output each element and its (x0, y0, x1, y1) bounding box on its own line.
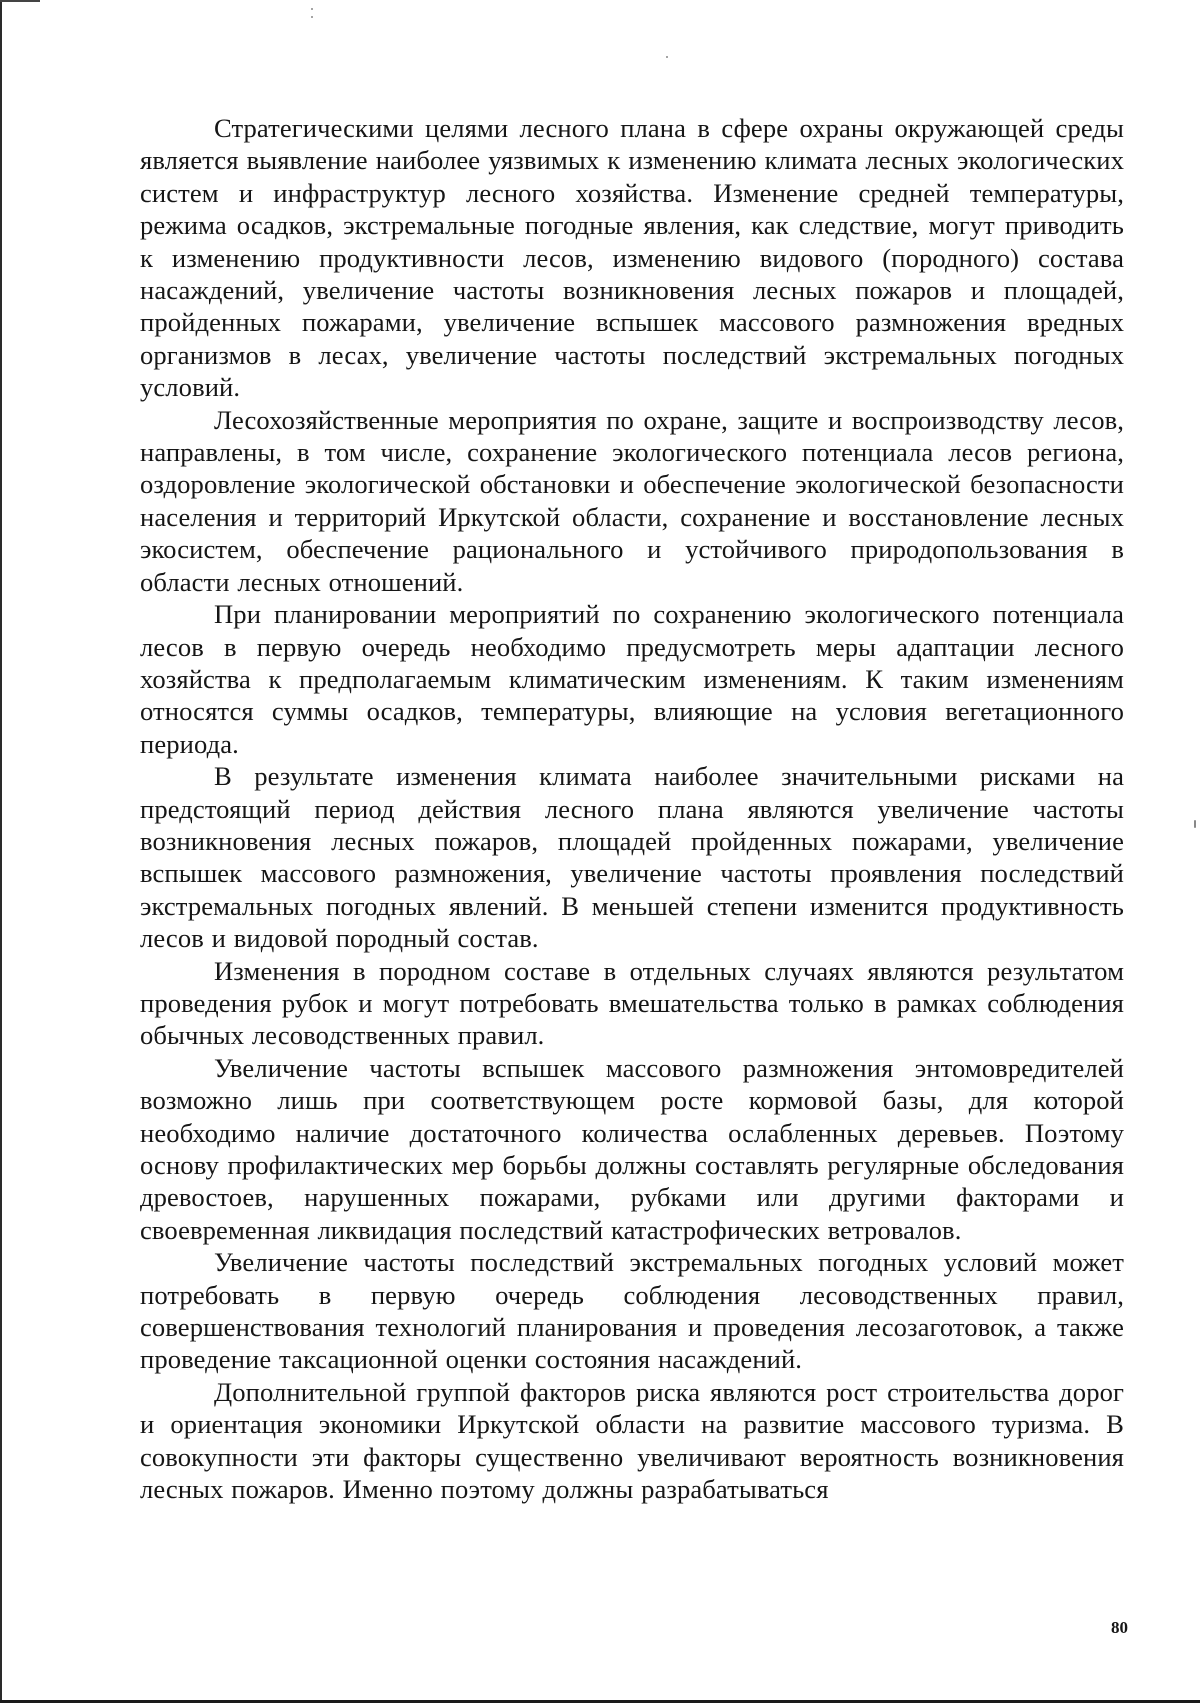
scan-speck (311, 8, 313, 10)
paragraph: Стратегическими целями лесного плана в сфере охраны окружающей среды является выявление наиболее уязвимых к изменению климата лесных экологических систем и инфраструктур лесного хозяйства. Изменение средней температуры, режима осадков, экстремальные погодные явления, как следствие, могут приводить к изменению продуктивности лесов, изменению видового (породного) состава насаждений, увеличение частоты возникновения лесных пожаров и площадей, пройденных пожарами, увеличение вспышек массового размножения вредных организмов в лесах, увеличение частоты последствий экстремальных погодных условий. (140, 113, 1124, 403)
document-body (140, 112, 1124, 1505)
scan-left-edge (0, 0, 2, 1703)
paragraph: Увеличение частоты вспышек массового размножения энтомовредителей возможно лишь при соответствующем росте кормовой базы, для которой необходимо наличие достаточного количества ослабленных деревьев. Поэтому основу профилактических мер борьбы должны составлять регулярные обследования древостоев, нарушенных пожарами, рубками или другими факторами и своевременная ликвидация последствий катастрофических ветровалов. (140, 1052, 1124, 1245)
page-number: 80 (1111, 1618, 1128, 1637)
scan-speck (666, 56, 668, 58)
paragraph: Дополнительной группой факторов риска являются рост строительства дорог и ориентация экономики Иркутской области на развитие массового туризма. В совокупности эти факторы существенно увеличивают вероятность возникновения лесных пожаров. Именно поэтому должны разрабатываться (140, 1376, 1124, 1505)
paragraph: При планировании мероприятий по сохранению экологического потенциала лесов в первую очередь необходимо предусмотреть меры адаптации лесного хозяйства к предполагаемым климатическим изменениям. К таким изменениям относятся суммы осадков, температуры, влияющие на условия вегетационного периода. (140, 599, 1124, 759)
paragraph: В результате изменения климата наиболее значительными рисками на предстоящий период действия лесного плана являются увеличение частоты возникновения лесных пожаров, площадей пройденных пожарами, увеличение вспышек массового размножения, увеличение частоты проявления последствий экстремальных погодных явлений. В меньшей степени изменится продуктивность лесов и видовой породный состав. (140, 761, 1124, 954)
scan-speck (1194, 820, 1196, 828)
paragraph: Увеличение частоты последствий экстремальных погодных условий может потребовать в первую очередь соблюдения лесоводственных правил, совершенствования технологий планирования и проведения лесозаготовок, а также проведение таксационной оценки состояния насаждений. (140, 1247, 1124, 1375)
scan-speck (311, 16, 313, 18)
paragraph: Изменения в породном составе в отдельных случаях являются результатом проведения рубок и могут потребовать вмешательства только в рамках соблюдения обычных лесоводственных правил. (140, 955, 1124, 1051)
paragraph: Лесохозяйственные мероприятия по охране, защите и воспроизводству лесов, направлены, в том числе, сохранение экологического потенциала лесов региона, оздоровление экологической обстановки и обеспечение экологической безопасности населения и территорий Иркутской области, сохранение и восстановление лесных экосистем, обеспечение рационального и устойчивого природопользования в области лесных отношений. (140, 404, 1124, 597)
scan-top-mark (0, 0, 40, 2)
